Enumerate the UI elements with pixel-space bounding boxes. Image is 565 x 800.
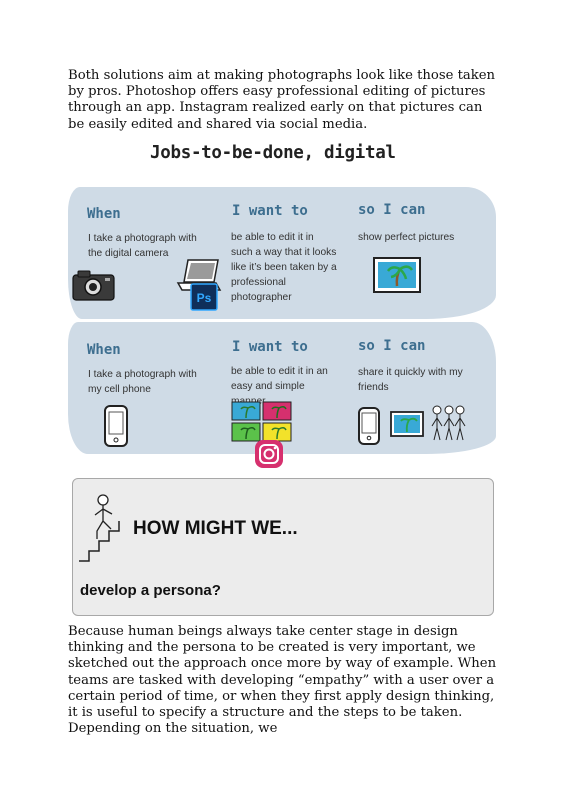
want-text: be able to edit it in such a way that it looks like it’s been taken by a professional photographer (231, 232, 337, 303)
friends-icon (357, 402, 467, 448)
can-heading: so I can (358, 202, 426, 218)
when-heading: When (87, 206, 121, 222)
hmw-question: develop a persona? (80, 582, 221, 599)
camera-icon (72, 268, 116, 302)
intro-paragraph: Both solutions aim at making photographs look like those taken by pros. Photoshop offers easy professional editing of pictures through an app. Instagram realized early on that pictures can be easily edited and shared via social media. (68, 68, 496, 132)
cell-phone-icon (103, 404, 129, 448)
want-text: be able to edit it in an easy and simple (231, 366, 328, 392)
stairs-climber-icon (77, 493, 131, 563)
can-heading: so I can (358, 338, 426, 354)
photoshop-logo (190, 283, 218, 311)
want-heading: I want to (232, 203, 308, 219)
persona-paragraph: Because human beings always take center stage in design thinking and the persona to be created is very important, we sketched out the approach once more by way of example. When teams are tasked with developing “empathy” with a user over a certain period of time, or when they first apply design thinking, it is useful to specify a structure and the steps to be taken. Depending on the situation, we (68, 624, 497, 737)
can-text: show perfect pictures (358, 232, 455, 243)
hmw-title: HOW MIGHT WE... (133, 518, 298, 539)
how-might-we-box (72, 478, 494, 616)
svg-text:Ps: Ps (196, 291, 212, 305)
can-text: share it quickly with my friends (358, 367, 463, 393)
when-heading: When (87, 342, 121, 358)
framed-picture-icon (372, 256, 422, 294)
instagram-logo (254, 439, 284, 469)
when-text: I take a photograph with my cell phone (88, 369, 197, 395)
want-heading: I want to (232, 339, 308, 355)
photo-grid-icon (230, 400, 294, 444)
when-text: I take a photograph with the digital camera (88, 233, 197, 259)
diagram-title: Jobs-to-be-done, digital (150, 143, 396, 163)
